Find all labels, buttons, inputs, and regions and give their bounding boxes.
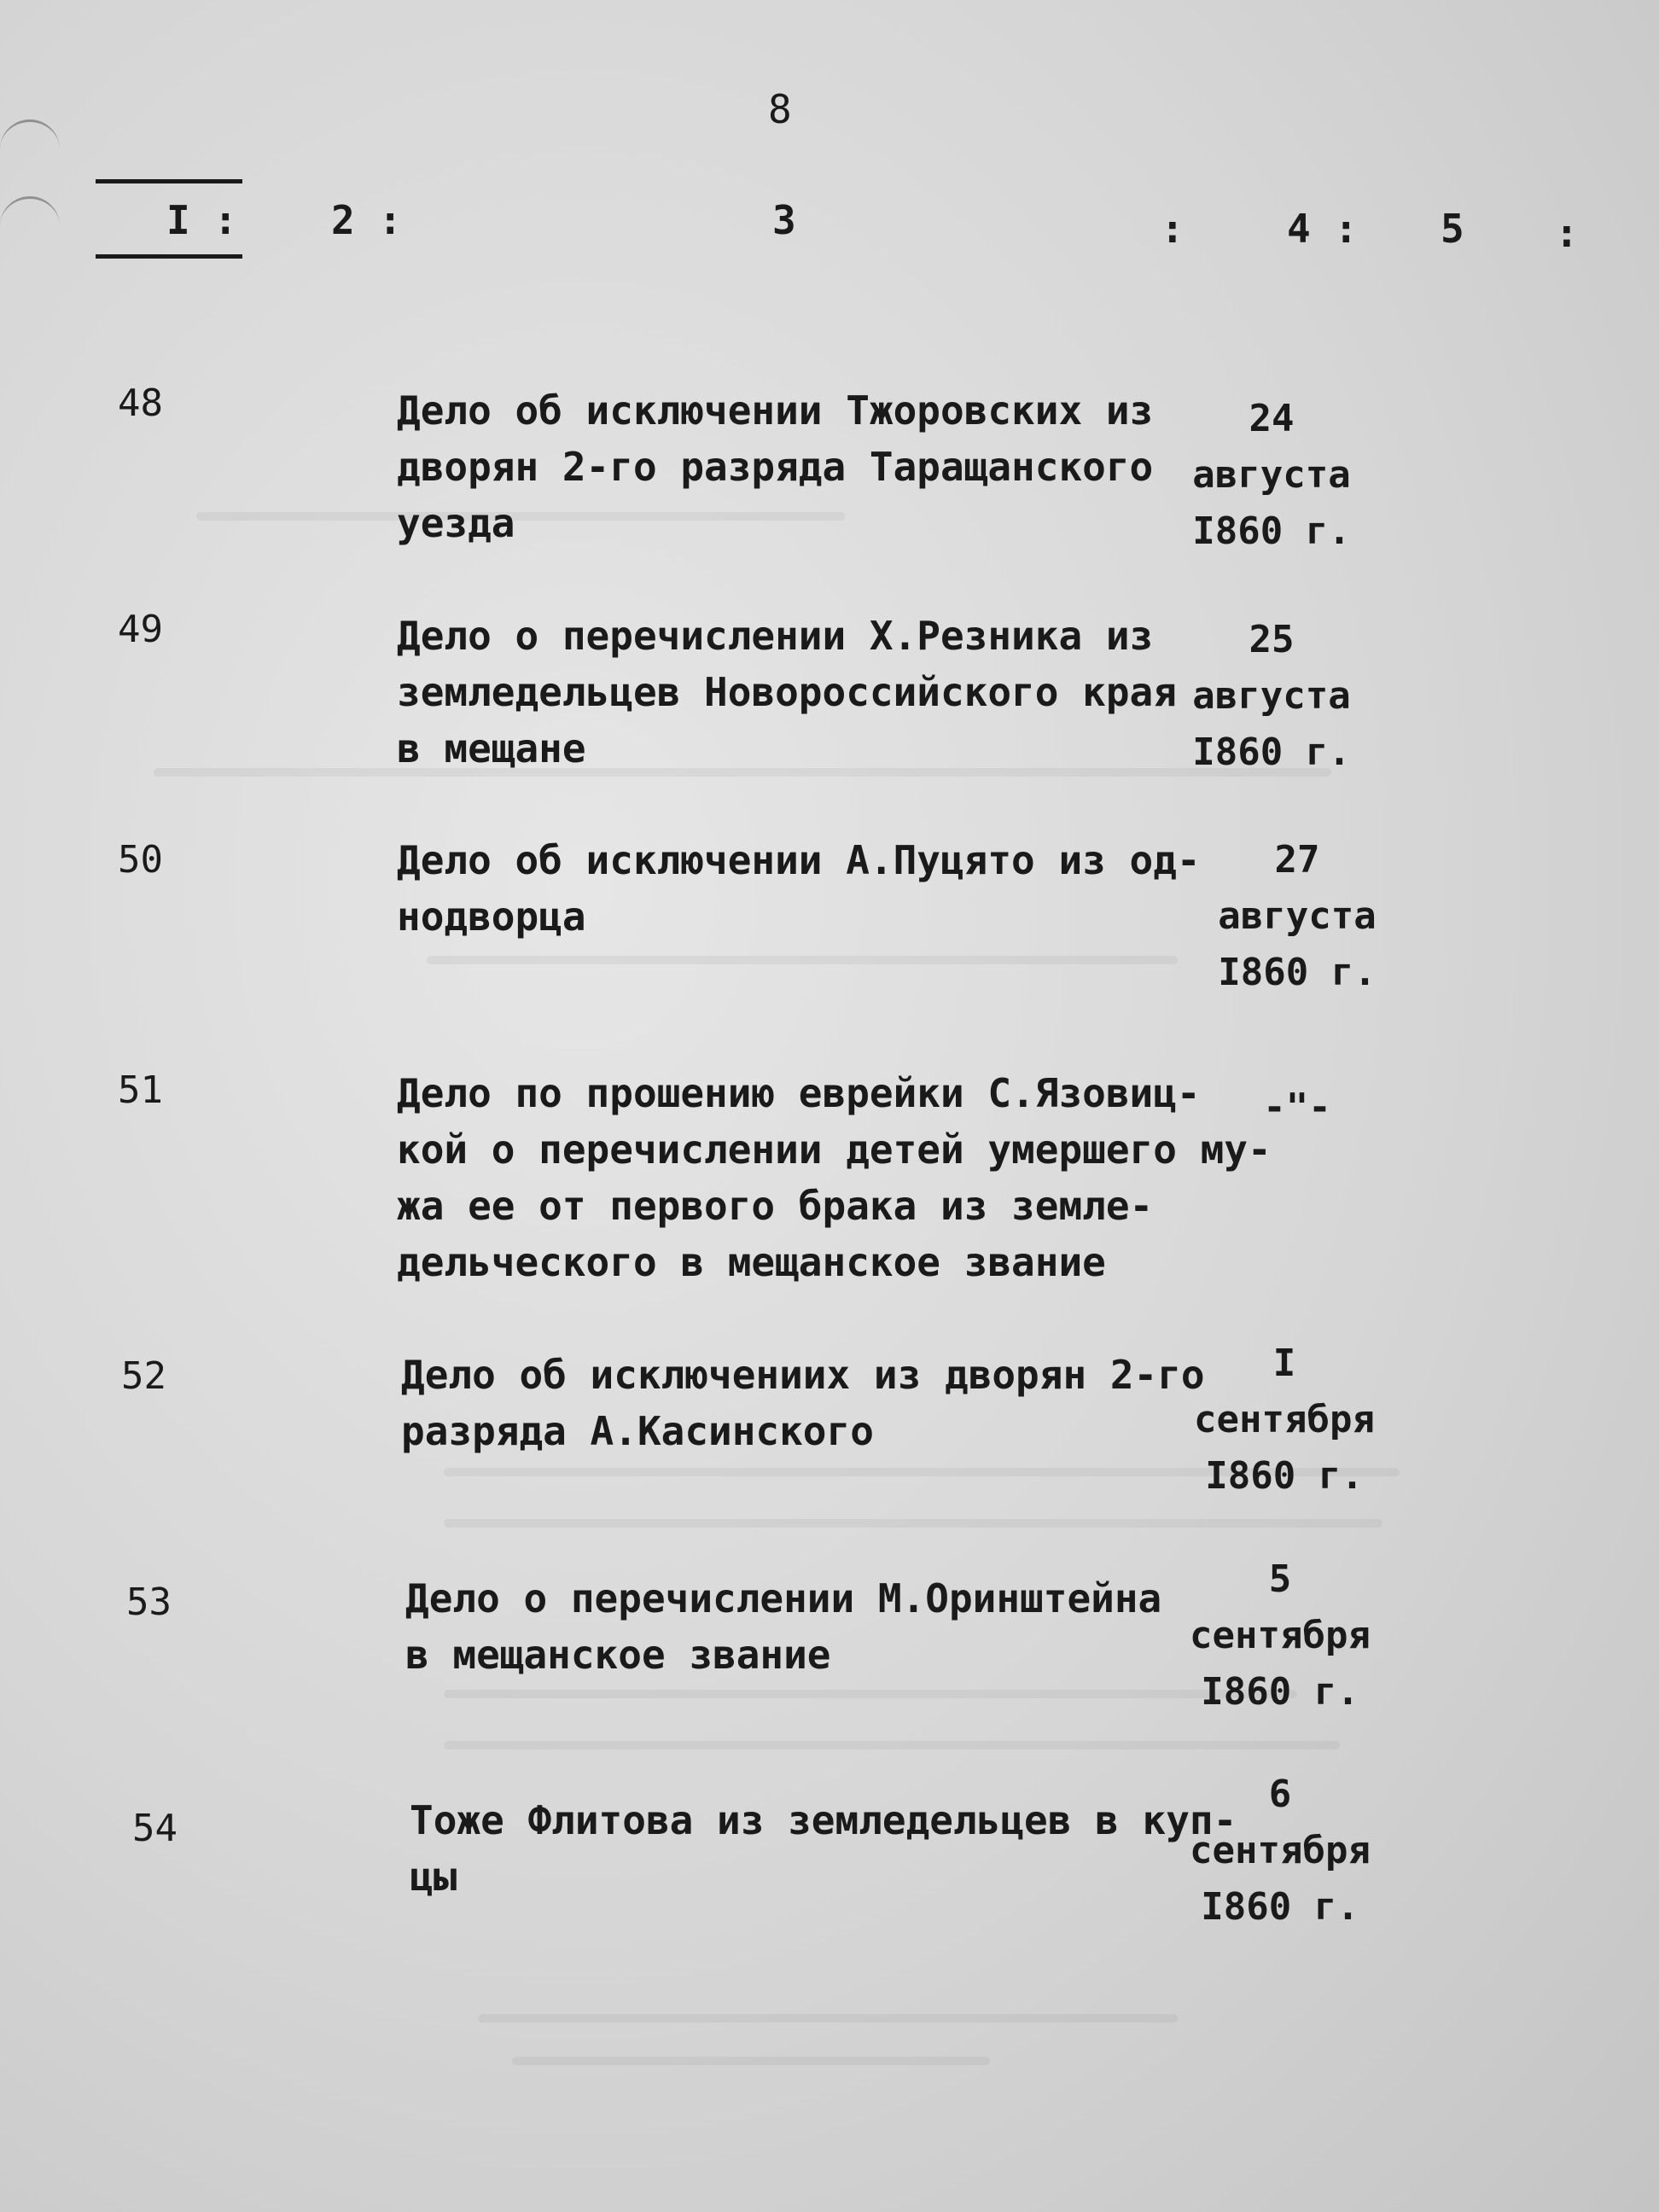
- date-month: августа: [1218, 894, 1377, 938]
- description-line: Дело об исключениих из дворян 2-го: [401, 1352, 1205, 1398]
- page-edge-curl: [0, 119, 60, 173]
- date-day: 6: [1268, 1773, 1292, 1816]
- description-line: нодворца: [397, 894, 586, 940]
- date-year: I860 г.: [1192, 509, 1351, 553]
- entry-number: 49: [118, 608, 163, 651]
- entry-date: [1169, 1551, 1391, 1720]
- description-line: кой о перечислении детей умершего му-: [397, 1126, 1272, 1173]
- header-top-rule: [96, 179, 242, 183]
- header-col5-separator: :: [1555, 210, 1579, 256]
- bleed-through-mark: [444, 1519, 1382, 1528]
- date-day: 27: [1274, 838, 1320, 882]
- entry-number: 50: [118, 838, 163, 882]
- date-month: сентября: [1190, 1614, 1371, 1657]
- description-line: в мещанское звание: [405, 1632, 831, 1678]
- header-col4: 4 :: [1287, 206, 1359, 252]
- page-number: 8: [768, 86, 793, 132]
- entry-description: [410, 1792, 1263, 1905]
- description-line: цы: [410, 1854, 457, 1900]
- description-line: земледельцев Новороссийского края: [397, 669, 1177, 715]
- description-line: разряда А.Касинского: [401, 1408, 874, 1454]
- ditto-mark: -"-: [1263, 1086, 1331, 1129]
- description-line: в мещане: [397, 725, 586, 771]
- date-month: сентября: [1194, 1398, 1375, 1441]
- bleed-through-mark: [427, 956, 1178, 964]
- description-line: жа ее от первого брака из земле-: [397, 1183, 1154, 1229]
- entry-date: [1173, 1336, 1395, 1505]
- date-year: I860 г.: [1201, 1670, 1359, 1714]
- entry-number: 53: [126, 1580, 172, 1624]
- description-line: Дело об исключении А.Пуцято из од-: [397, 837, 1201, 883]
- entry-date: [1186, 832, 1408, 1001]
- entry-description: [405, 1570, 1259, 1683]
- date-month: августа: [1192, 674, 1351, 718]
- date-month: августа: [1192, 453, 1351, 497]
- entry-number: 52: [121, 1354, 166, 1398]
- description-line: Дело об исключении Тжоровских из: [397, 387, 1154, 434]
- date-month: сентября: [1190, 1829, 1371, 1872]
- date-year: I860 г.: [1205, 1454, 1364, 1498]
- bleed-through-mark: [478, 2014, 1178, 2023]
- entry-description: [397, 832, 1250, 945]
- bleed-through-mark: [444, 1741, 1340, 1749]
- date-day: 25: [1249, 618, 1295, 661]
- date-year: I860 г.: [1218, 951, 1377, 994]
- description-line: дворян 2-го разряда Таращанского: [397, 444, 1154, 490]
- bleed-through-mark: [512, 2057, 990, 2065]
- date-day: 24: [1249, 397, 1295, 440]
- entry-date: [1169, 1767, 1391, 1936]
- entry-number: 54: [132, 1807, 178, 1850]
- date-day: 5: [1268, 1557, 1292, 1601]
- entry-number: 48: [118, 381, 163, 425]
- description-line: Тоже Флитова из земледельцев в куп-: [410, 1797, 1237, 1843]
- entry-description: [397, 1065, 1272, 1290]
- description-line: дельческого в мещанское звание: [397, 1239, 1106, 1285]
- table-header: [0, 192, 1659, 260]
- entry-description: [397, 608, 1250, 777]
- entry-date: [1186, 1080, 1408, 1136]
- entry-number: 51: [118, 1068, 163, 1112]
- date-year: I860 г.: [1192, 731, 1351, 774]
- description-line: уезда: [397, 500, 515, 546]
- date-day: I: [1272, 1342, 1296, 1385]
- description-line: Дело о перечислении М.Оринштейна: [405, 1575, 1162, 1621]
- description-line: Дело по прошению еврейки С.Язовиц-: [397, 1070, 1201, 1116]
- entry-description: [401, 1347, 1254, 1459]
- header-col5: 5: [1441, 206, 1464, 252]
- header-col1: I :: [166, 197, 238, 243]
- date-year: I860 г.: [1201, 1885, 1359, 1929]
- entry-date: [1161, 612, 1382, 781]
- header-col3: 3: [772, 197, 796, 243]
- entry-description: [397, 382, 1250, 551]
- header-col3-separator: :: [1161, 206, 1185, 252]
- description-line: Дело о перечислении Х.Резника из: [397, 613, 1154, 659]
- header-col2: 2 :: [331, 197, 403, 243]
- entry-date: [1161, 391, 1382, 560]
